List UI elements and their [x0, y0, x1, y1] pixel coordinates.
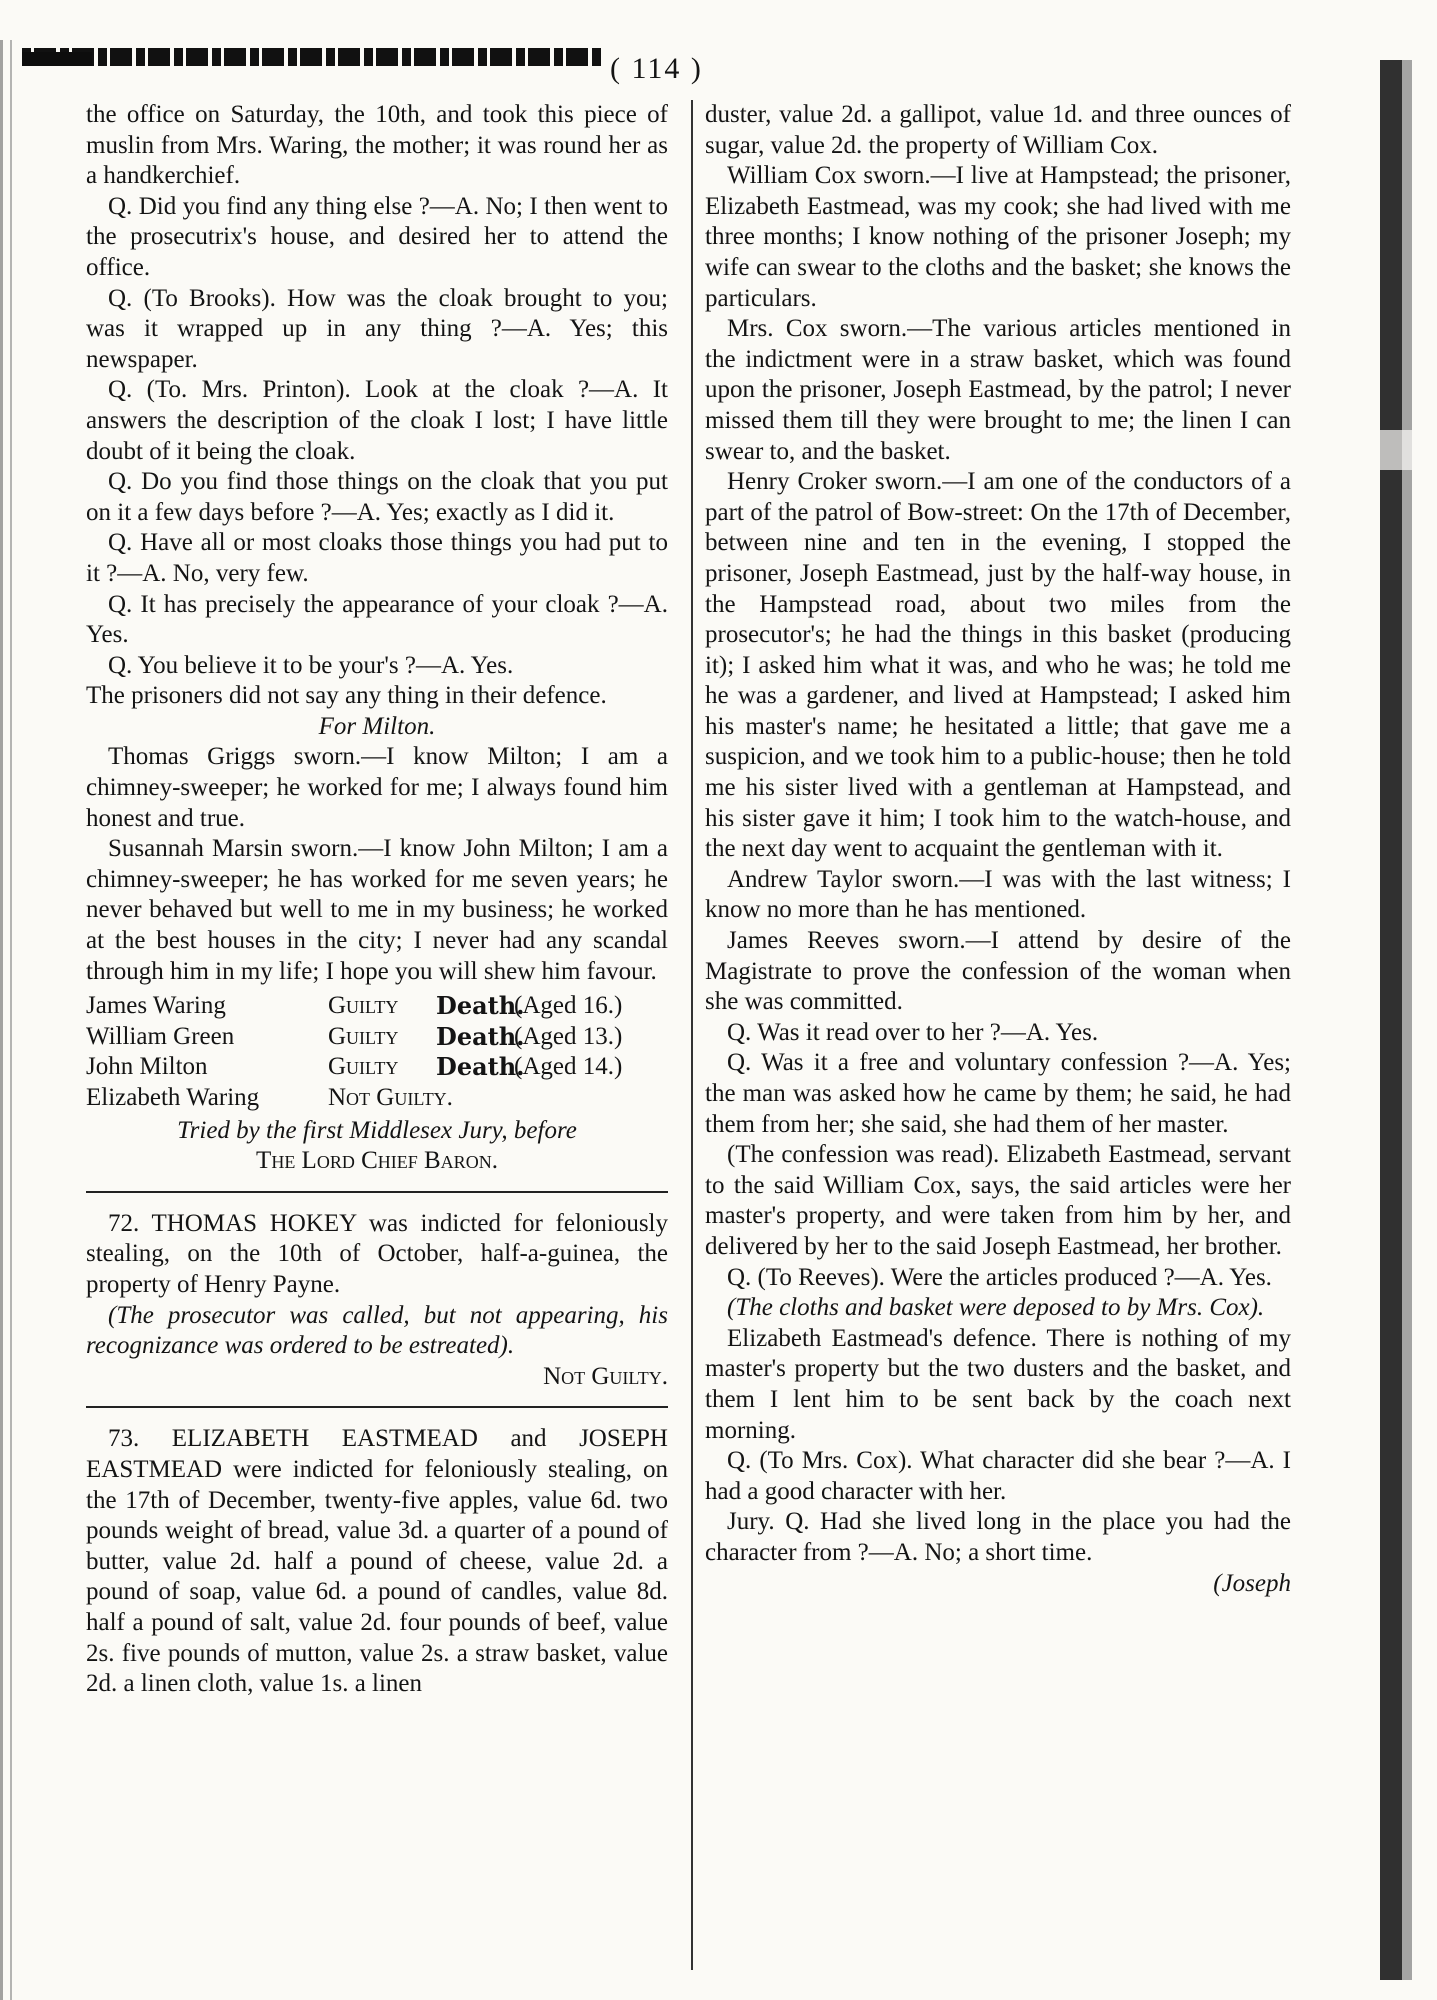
question-paragraph: Q. Was it a free and voluntary confession ?—A. Yes; the man was asked how he came by them; he said, he had them from her; she said, she had them of her master.: [705, 1049, 1291, 1138]
sentence: Death.: [436, 991, 525, 1021]
defence-paragraph: Elizabeth Eastmead's defence. There is nothing of my master's property but the two dusters and the basket, and them I lent him to be sent back by the coach next morning.: [705, 1324, 1291, 1444]
sentence: Death.: [436, 1021, 525, 1051]
paragraph: The prisoners did not say any thing in their defence.: [86, 682, 607, 710]
testimony-paragraph: William Cox sworn.—I live at Hampstead; the prisoner, Elizabeth Eastmead, was my cook; she had lived with me three months; I know nothing of the prisoner Joseph; my wife can swear to the cloths and the basket; she knows the particulars.: [705, 162, 1291, 312]
question-paragraph: Q. Was it read over to her ?—A. Yes.: [727, 1018, 1099, 1046]
page-number: ( 114 ): [610, 52, 703, 85]
age: (Aged 13.): [514, 1022, 623, 1050]
case-note: (The prosecutor was called, but not appearing, his recognizance was ordered to be estreated).: [86, 1301, 668, 1360]
paragraph: the office on Saturday, the 10th, and took this piece of muslin from Mrs. Waring, the mother; it was round her as a handkerchief.: [86, 101, 668, 190]
verdict: Guilty: [328, 992, 399, 1020]
left-column: [86, 100, 668, 1700]
court-note: (The cloths and basket were deposed to by Mrs. Cox).: [727, 1294, 1265, 1322]
testimony-paragraph: Susannah Marsin sworn.—I know John Milton; I am a chimney-sweeper; he has worked for me seven years; he never behaved but well to me in my business; he worked at the best houses in the city; I never had any scandal through him in my life; I hope you will shew him favour.: [86, 835, 668, 985]
paragraph: duster, value 2d. a gallipot, value 1d. and three ounces of sugar, value 2d. the property of William Cox.: [705, 101, 1291, 159]
verdict-row: [86, 1083, 668, 1114]
scan-binding-gap: [1372, 430, 1432, 470]
question-paragraph: Q. Have all or most cloaks those things you had put to it ?—A. No, very few.: [86, 529, 668, 587]
right-column: [705, 100, 1291, 1599]
verdict: Not Guilty.: [328, 1084, 453, 1111]
scan-top-border: [22, 48, 602, 66]
verdict: Guilty: [328, 1053, 399, 1081]
scan-top-border-block: [22, 52, 92, 66]
case-divider: [86, 1191, 668, 1193]
testimony-paragraph: Andrew Taylor sworn.—I was with the last witness; I know no more than he has mentioned.: [705, 865, 1291, 924]
case-divider: [86, 1406, 668, 1408]
verdict-row: [86, 1052, 668, 1083]
confession-paragraph: (The confession was read). Elizabeth Eastmead, servant to the said William Cox, says, the said articles were her master's property, and were taken from him by her, and delivered by her to the said Joseph Eastmead, her brother.: [705, 1141, 1291, 1260]
question-paragraph: Q. (To. Mrs. Printon). Look at the cloak ?—A. It answers the description of the cloak I lost; I have little doubt of it being the cloak.: [86, 376, 668, 465]
case-indictment: 72. THOMAS HOKEY was indicted for feloniously stealing, on the 10th of October, half-a-guinea, the property of Henry Payne.: [86, 1209, 668, 1298]
case-verdict: Not Guilty.: [543, 1362, 668, 1390]
question-paragraph: Jury. Q. Had she lived long in the place you had the character from ?—A. No; a short time.: [705, 1508, 1291, 1566]
verdict-row: [86, 1022, 668, 1053]
column-divider: [691, 100, 693, 1970]
testimony-paragraph: Henry Croker sworn.—I am one of the conductors of a part of the patrol of Bow-street: On the 17th of December, between nine and ten in the evening, I stopped the prisoner, Joseph Eastmead, just by the half-way house, in the Hampstead road, about two miles from the prosecutor's; he had the things in this basket (producing it); I asked him what it was, and who he was; he told me he was a gardener, and lived at Hampstead; I asked him his master's name; he hesitated a little; that gave me a suspicion, and we took him to a public-house; then he told me his sister lived with a gentleman at Hampstead, and his sister gave it him; I took him to the watch-house, and the next day went to acquaint the gentleman with it.: [705, 468, 1291, 863]
sentence: Death.: [436, 1052, 525, 1082]
prisoner-name: John Milton: [86, 1053, 208, 1081]
section-heading: For Milton.: [318, 712, 436, 740]
verdict: Guilty: [328, 1022, 399, 1050]
question-paragraph: Q. (To Mrs. Cox). What character did she bear ?—A. I had a good character with her.: [705, 1447, 1291, 1505]
catchword: (Joseph: [1213, 1569, 1291, 1597]
prisoner-name: William Green: [86, 1022, 235, 1050]
question-paragraph: Q. It has precisely the appearance of your cloak ?—A. Yes.: [86, 590, 668, 649]
testimony-paragraph: Mrs. Cox sworn.—The various articles mentioned in the indictment were in a straw basket, which was found upon the prisoner, Joseph Eastmead, by the patrol; I never missed them till they were brought to me; the linen I can swear to, and the basket.: [705, 315, 1291, 465]
question-paragraph: Q. Did you find any thing else ?—A. No; I then went to the prosecutrix's house, and desired her to attend the office.: [86, 192, 668, 281]
prisoner-name: James Waring: [86, 992, 226, 1020]
question-paragraph: Q. (To Brooks). How was the cloak brought to you; was it wrapped up in any thing ?—A. Yes; this newspaper.: [86, 284, 668, 373]
tried-by-judge: The Lord Chief Baron.: [256, 1147, 498, 1175]
page-edge-shadow: [0, 40, 26, 2000]
tried-by-line: Tried by the first Middlesex Jury, before: [177, 1116, 577, 1144]
case-indictment: 73. ELIZABETH EASTMEAD and JOSEPH EASTMEAD were indicted for feloniously stealing, on the 17th of December, twenty-five apples, value 6d. two pounds weight of bread, value 3d. a quarter of a pound of butter, value 2d. half a pound of cheese, value 2d. a pound of soap, value 6d. a pound of candles, value 8d. half a pound of salt, value 2d. four pounds of beef, value 2s. five pounds of mutton, value 2s. a straw basket, value 2d. a linen cloth, value 1s. a linen: [86, 1425, 668, 1698]
age: (Aged 16.): [514, 992, 623, 1020]
scan-binding-edge: [1372, 60, 1432, 1980]
age: (Aged 14.): [514, 1053, 623, 1081]
question-paragraph: Q. You believe it to be your's ?—A. Yes.: [108, 651, 514, 679]
question-paragraph: Q. Do you find those things on the cloak that you put on it a few days before ?—A. Yes; exactly as I did it.: [86, 468, 668, 526]
prisoner-name: Elizabeth Waring: [86, 1084, 260, 1111]
verdict-list: [86, 991, 668, 1113]
question-paragraph: Q. (To Reeves). Were the articles produced ?—A. Yes.: [727, 1263, 1272, 1291]
verdict-row: [86, 991, 668, 1022]
testimony-paragraph: James Reeves sworn.—I attend by desire of the Magistrate to prove the confession of the woman when she was committed.: [705, 927, 1291, 1016]
testimony-paragraph: Thomas Griggs sworn.—I know Milton; I am a chimney-sweeper; he worked for me; I always found him honest and true.: [86, 743, 668, 832]
